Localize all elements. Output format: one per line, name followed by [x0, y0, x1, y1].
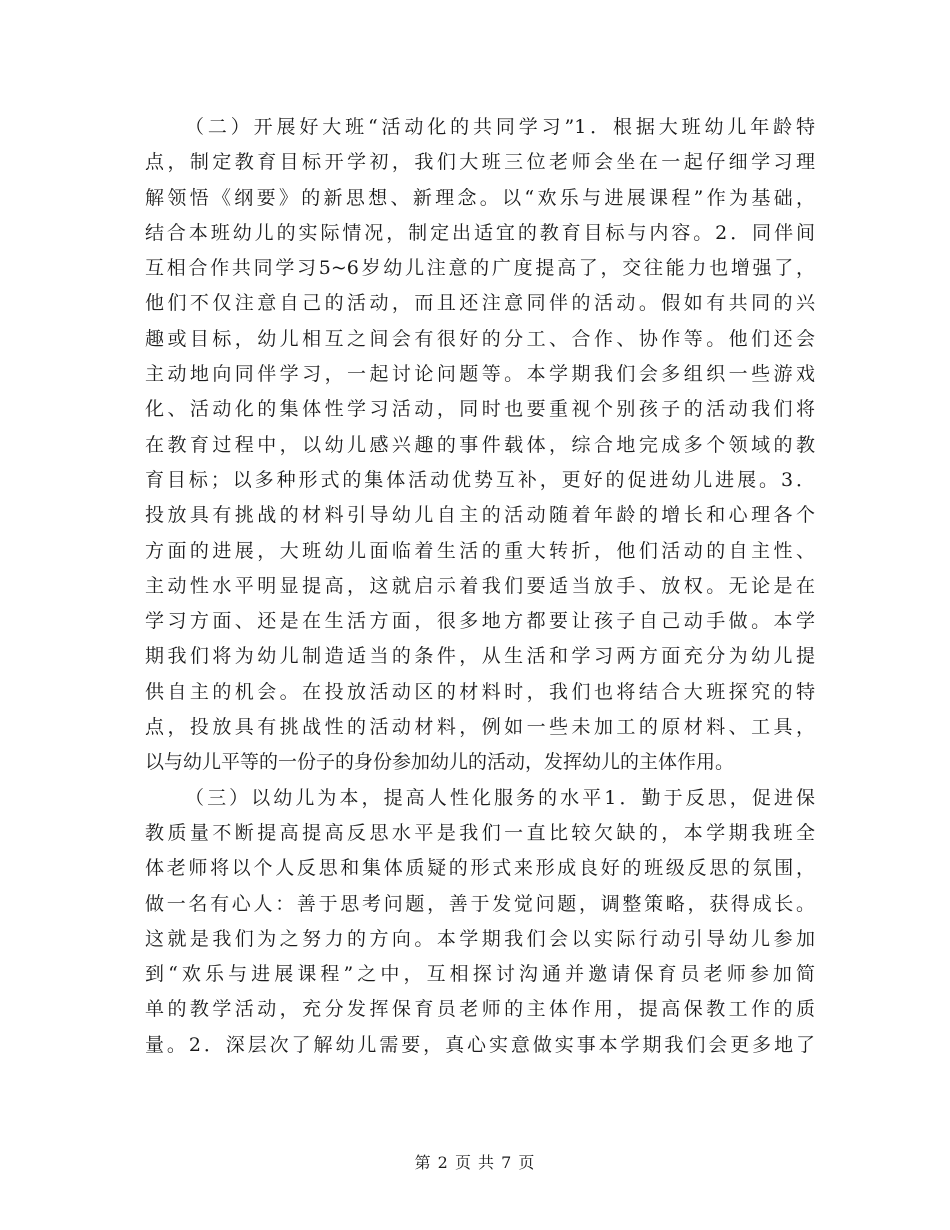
paragraph-line: 点，投放具有挑战性的活动材料，例如一些未加工的原材料、工具， — [145, 716, 815, 739]
paragraph-line: 体老师将以个人反思和集体质疑的形式来形成良好的班级反思的氛围， — [145, 857, 815, 880]
paragraph-line: 做一名有心人：善于思考问题，善于发觉问题，调整策略，获得成长。 — [145, 892, 815, 915]
paragraph-line: 趣或目标，幼儿相互之间会有很好的分工、合作、协作等。他们还会 — [145, 327, 815, 350]
paragraph-line: 这就是我们为之努力的方向。本学期我们会以实际行动引导幼儿参加 — [145, 927, 815, 950]
paragraph-line: 化、活动化的集体性学习活动，同时也要重视个别孩子的活动我们将 — [145, 398, 815, 421]
paragraph-line: 结合本班幼儿的实际情况，制定出适宜的教育目标与内容。2．同伴间 — [145, 221, 815, 244]
paragraph-line: 他们不仅注意自己的活动，而且还注意同伴的活动。假如有共同的兴 — [145, 292, 815, 315]
paragraph-line: 解领悟《纲要》的新思想、新理念。以“欢乐与进展课程”作为基础， — [145, 186, 815, 209]
paragraph-line: 主动性水平明显提高，这就启示着我们要适当放手、放权。无论是在 — [145, 574, 815, 597]
paragraph-line: 以与幼儿平等的一份子的身份参加幼儿的活动，发挥幼儿的主体作用。 — [145, 751, 735, 774]
page-number-footer: 第 2 页 共 7 页 — [414, 1153, 536, 1172]
paragraph-line: 到“欢乐与进展课程”之中，互相探讨沟通并邀请保育员老师参加简 — [145, 963, 815, 986]
paragraph-line: 投放具有挑战的材料引导幼儿自主的活动随着年龄的增长和心理各个 — [145, 504, 815, 527]
paragraph-line: （三）以幼儿为本，提高人性化服务的水平1．勤于反思，促进保 — [185, 786, 815, 809]
paragraph-line: 期我们将为幼儿制造适当的条件，从生活和学习两方面充分为幼儿提 — [145, 645, 815, 668]
paragraph-line: 在教育过程中，以幼儿感兴趣的事件载体，综合地完成多个领域的教 — [145, 433, 815, 456]
paragraph-line: 单的教学活动，充分发挥保育员老师的主体作用，提高保教工作的质 — [145, 998, 815, 1021]
paragraph-line: 主动地向同伴学习，一起讨论问题等。本学期我们会多组织一些游戏 — [145, 363, 815, 386]
paragraph-line: 量。2．深层次了解幼儿需要，真心实意做实事本学期我们会更多地了 — [145, 1033, 815, 1056]
paragraph-line: 点，制定教育目标开学初，我们大班三位老师会坐在一起仔细学习理 — [145, 151, 815, 174]
paragraph-line: 教质量不断提高提高反思水平是我们一直比较欠缺的，本学期我班全 — [145, 821, 815, 844]
paragraph-line: 育目标；以多种形式的集体活动优势互补，更好的促进幼儿进展。3． — [145, 468, 815, 491]
paragraph-line: 互相合作共同学习5~6岁幼儿注意的广度提高了，交往能力也增强了， — [145, 257, 815, 280]
paragraph-line: 学习方面、还是在生活方面，很多地方都要让孩子自己动手做。本学 — [145, 610, 815, 633]
paragraph-line: （二）开展好大班“活动化的共同学习”1．根据大班幼儿年龄特 — [185, 116, 815, 138]
paragraph-line: 供自主的机会。在投放活动区的材料时，我们也将结合大班探究的特 — [145, 680, 815, 703]
body-text — [145, 110, 815, 1063]
paragraph-line: 方面的进展，大班幼儿面临着生活的重大转折，他们活动的自主性、 — [145, 539, 815, 562]
